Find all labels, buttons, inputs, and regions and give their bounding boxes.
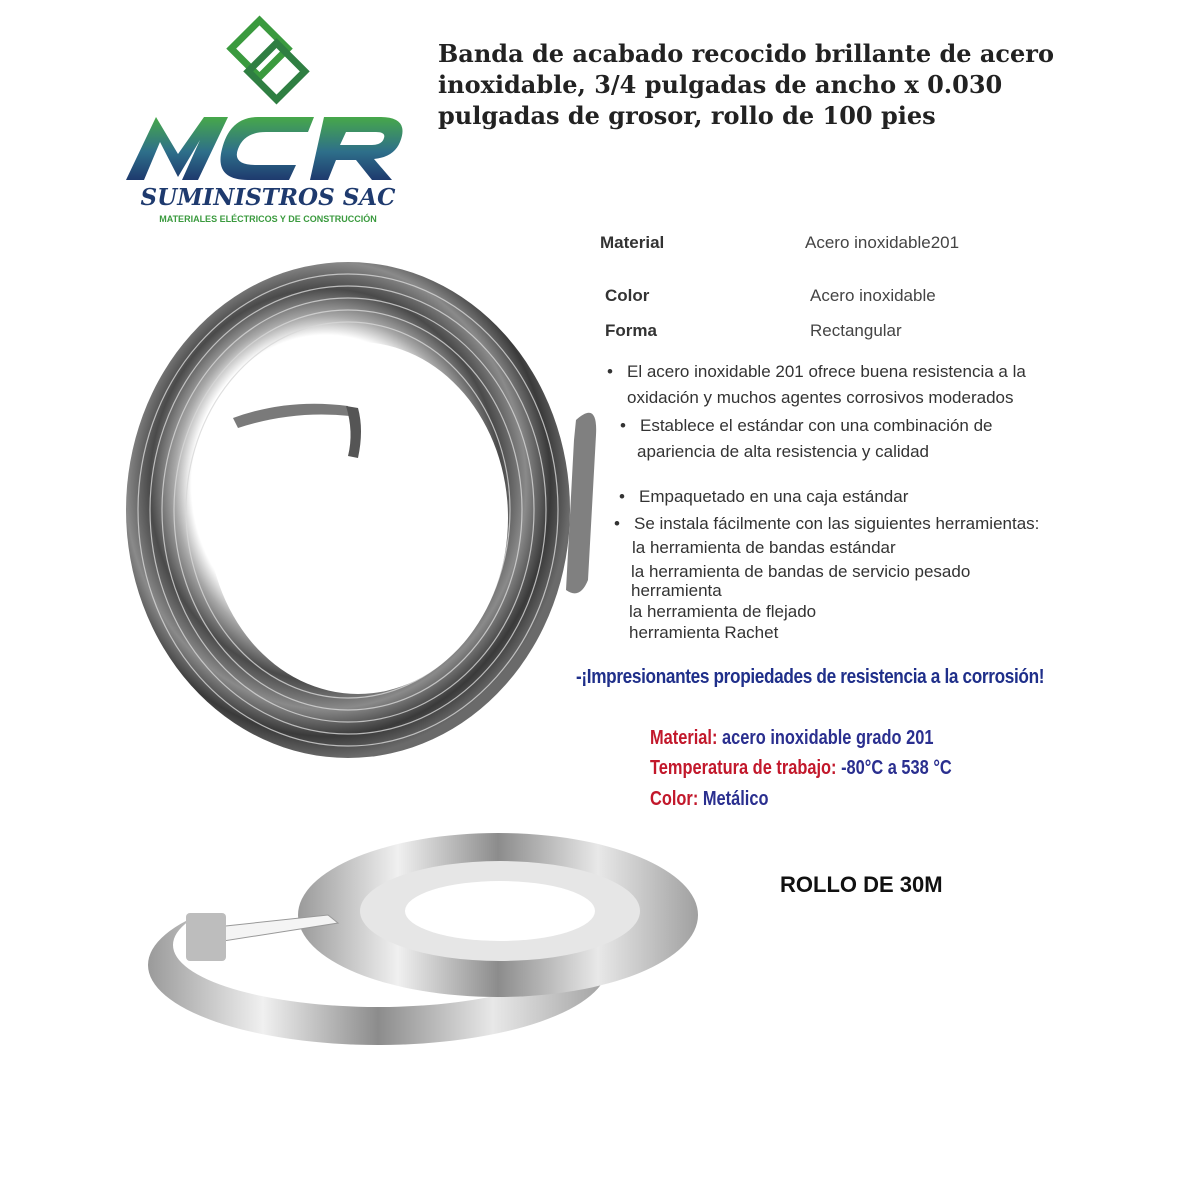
spec-value-shape: Rectangular [810,321,902,340]
company-logo [118,12,418,232]
bullet-item [614,511,1040,537]
corrosion-highlight: -¡Impresionantes propiedades de resistencia a la corrosión! [576,666,1045,688]
tool-item: la herramienta de bandas de servicio pesado [631,562,971,581]
bullet-dot-icon: • [619,487,625,506]
spec-value-material: Acero inoxidable201 [805,233,960,252]
bullet-line: Establece el estándar con una combinación de [640,416,993,435]
bullet-line: El acero inoxidable 201 ofrece buena resistencia a la [627,362,1026,381]
detail-label: Temperatura de trabajo: [650,757,837,779]
tool-item: herramienta Rachet [629,623,779,642]
detail-value: Metálico [698,788,769,810]
bullet-line: Se instala fácilmente con las siguientes herramientas: [634,514,1040,533]
bullet-line: apariencia de alta resistencia y calidad [637,442,930,461]
spec-label-material: Material [600,233,665,252]
product-title: Banda de acabado recocido brillante de acero inoxidable, 3/4 pulgadas de ancho x 0.030 pulgadas de grosor, rollo de 100 pies [438,39,1054,130]
steel-band-coil-front-image [118,250,628,770]
spec-value-color: Acero inoxidable [810,286,936,305]
bullet-item [619,484,909,510]
bullet-dot-icon: • [607,362,613,381]
bullet-dot-icon: • [620,416,626,435]
detail-value: -80°C a 538 °C [836,757,952,779]
tool-item: herramienta [631,581,722,600]
tool-item: la herramienta de bandas estándar [632,538,896,557]
detail-label: Color: [650,788,699,810]
interlocked-square-logo-icon [228,20,307,99]
detail-row-color [650,788,768,811]
detail-row-material [650,727,933,750]
spec-label-shape: Forma [605,321,657,340]
tool-item: la herramienta de flejado [629,602,817,621]
spec-label-color: Color [605,286,650,305]
detail-label: Material: [650,727,718,749]
bullet-item [620,413,993,465]
logo-company-name: SUMINISTROS SAC [140,184,396,211]
detail-row-temperature [650,757,952,780]
bullet-line: Empaquetado en una caja estándar [639,487,909,506]
roll-length-label: ROLLO DE 30M [780,872,943,897]
logo-tagline: MATERIALES ELÉCTRICOS Y DE CONSTRUCCIÓN [159,214,377,224]
steel-band-coil-angled-image [148,825,708,1050]
bullet-dot-icon: • [614,514,620,533]
detail-value: acero inoxidable grado 201 [717,727,934,749]
mcr-brand-letters [126,117,403,180]
bullet-line: oxidación y muchos agentes corrosivos moderados [627,388,1014,407]
bullet-item [607,359,1026,411]
